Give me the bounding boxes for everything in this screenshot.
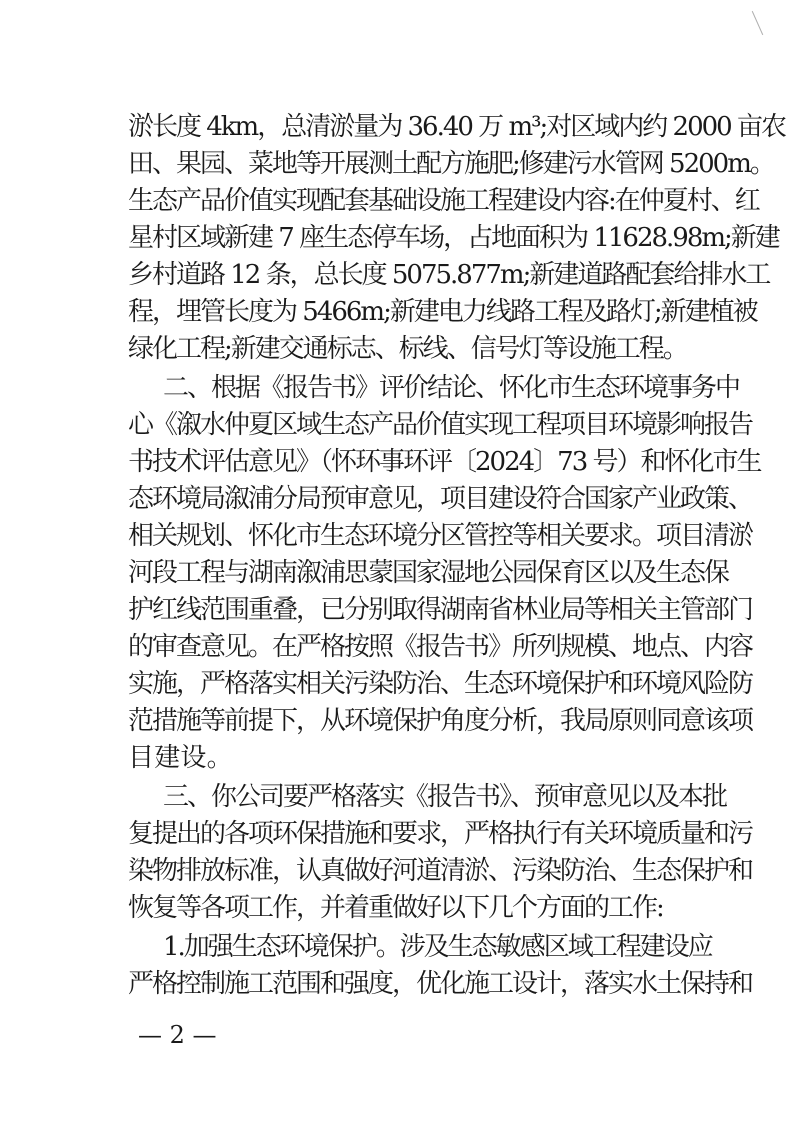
text-line: 范措施等前提下，从环境保护角度分析，我局原则同意该项: [128, 706, 753, 736]
text-line: 目建设。: [128, 743, 233, 773]
text-line: 态环境局溆浦分局预审意见，项目建设符合国家产业政策、: [128, 484, 753, 514]
text-line: 河段工程与湖南溆浦思蒙国家湿地公园保育区以及生态保: [128, 558, 729, 588]
text-line: 程，埋管长度为 5466m;新建电力线路工程及路灯;新建植被: [128, 297, 757, 327]
text-line: 书技术评估意见》（怀环事环评〔2024〕73 号）和怀化市生: [128, 447, 761, 477]
text-line: 乡村道路 12 条，总长度 5075.877m;新建道路配套给排水工: [128, 260, 770, 290]
text-line: 恢复等各项工作，并着重做好以下几个方面的工作:: [128, 893, 663, 923]
text-line: 的审查意见。在严格按照《报告书》所列规模、地点、内容: [128, 632, 753, 662]
text-line: 星村区域新建 7 座生态停车场，占地面积为 11628.98m;新建: [128, 223, 779, 253]
scan-mark: [752, 11, 763, 35]
text-line: 染物排放标准，认真做好河道清淤、污染防治、生态保护和: [128, 856, 753, 886]
text-line: 复提出的各项环保措施和要求，严格执行有关环境质量和污: [128, 819, 753, 849]
text-line: 二、根据《报告书》评价结论、怀化市生态环境事务中: [163, 373, 740, 403]
text-line: 1.加强生态环境保护。涉及生态敏感区域工程建设应: [163, 932, 712, 962]
text-line: 绿化工程;新建交通标志、标线、信号灯等设施工程。: [128, 334, 687, 364]
text-line: 三、你公司要严格落实《报告书》、预审意见以及本批: [163, 782, 727, 812]
text-line: 实施，严格落实相关污染防治、生态环境保护和环境风险防: [128, 669, 753, 699]
text-line: 心《溆水仲夏区域生态产品价值实现工程项目环境影响报告: [128, 410, 753, 440]
text-line: 严格控制施工范围和强度，优化施工设计，落实水土保持和: [128, 969, 753, 999]
text-line: 相关规划、怀化市生态环境分区管控等相关要求。项目清淤: [128, 521, 753, 551]
text-line: 生态产品价值实现配套基础设施工程建设内容:在仲夏村、红: [128, 186, 759, 216]
text-line: 田、果园、菜地等开展测土配方施肥;修建污水管网 5200m。: [128, 149, 774, 179]
text-line: 淤长度 4km，总清淤量为 36.40 万 m³;对区域内约 2000 亩农: [128, 112, 785, 142]
text-line: 护红线范围重叠，已分别取得湖南省林业局等相关主管部门: [128, 595, 753, 625]
page-number: — 2 —: [138, 1021, 217, 1049]
